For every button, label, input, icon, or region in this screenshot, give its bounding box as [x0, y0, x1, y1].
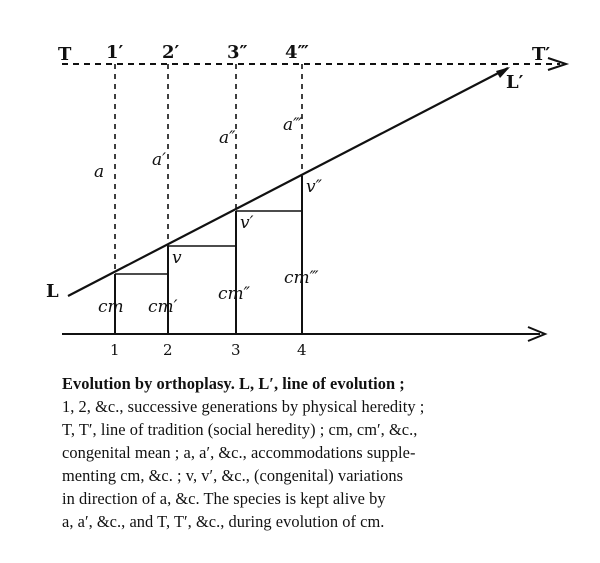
figure-caption [62, 372, 592, 533]
label-tradition-3: 3″ [227, 42, 248, 63]
label-cm-triple: cm‴ [284, 268, 319, 288]
label-generation-1: 1 [110, 341, 120, 359]
evolution-line [68, 68, 508, 296]
caption-line-4: congenital mean ; a, a′, &c., accommodations supple- [62, 443, 416, 462]
label-generation-4: 4 [297, 341, 307, 359]
caption-line-5: menting cm, &c. ; v, v′, &c., (congenital) variations [62, 466, 404, 485]
label-v-prime: v′ [240, 213, 254, 233]
label-L-prime: L′ [506, 72, 524, 93]
caption-line-1: Evolution by orthoplasy. L, L′, line of evolution ; [62, 374, 405, 393]
label-cm: cm [98, 297, 124, 317]
label-tradition-4: 4‴ [285, 42, 309, 63]
caption-line-7: a, a′, &c., and T, T′, &c., during evolution of cm. [62, 512, 385, 531]
label-cm-double: cm″ [218, 284, 250, 304]
caption-line-2: 1, 2, &c., successive generations by physical heredity ; [62, 397, 425, 416]
label-a: a [94, 162, 105, 182]
caption-line-6: in direction of a, &c. The species is kept alive by [62, 489, 386, 508]
label-T-prime: T′ [532, 44, 551, 65]
label-generation-2: 2 [163, 341, 173, 359]
label-L: L [46, 281, 59, 302]
label-v: v [172, 248, 182, 268]
label-cm-prime: cm′ [148, 297, 178, 317]
label-a-double: a″ [219, 128, 236, 148]
caption-line-3: T, T′, line of tradition (social heredity) ; cm, cm′, &c., [62, 420, 418, 439]
label-T: T [58, 44, 72, 65]
label-a-prime: a′ [152, 150, 166, 170]
label-v-double: v″ [306, 177, 322, 197]
label-a-triple: a‴ [283, 115, 302, 135]
label-tradition-1: 1′ [106, 42, 124, 63]
label-tradition-2: 2′ [162, 42, 180, 63]
label-generation-3: 3 [231, 341, 241, 359]
